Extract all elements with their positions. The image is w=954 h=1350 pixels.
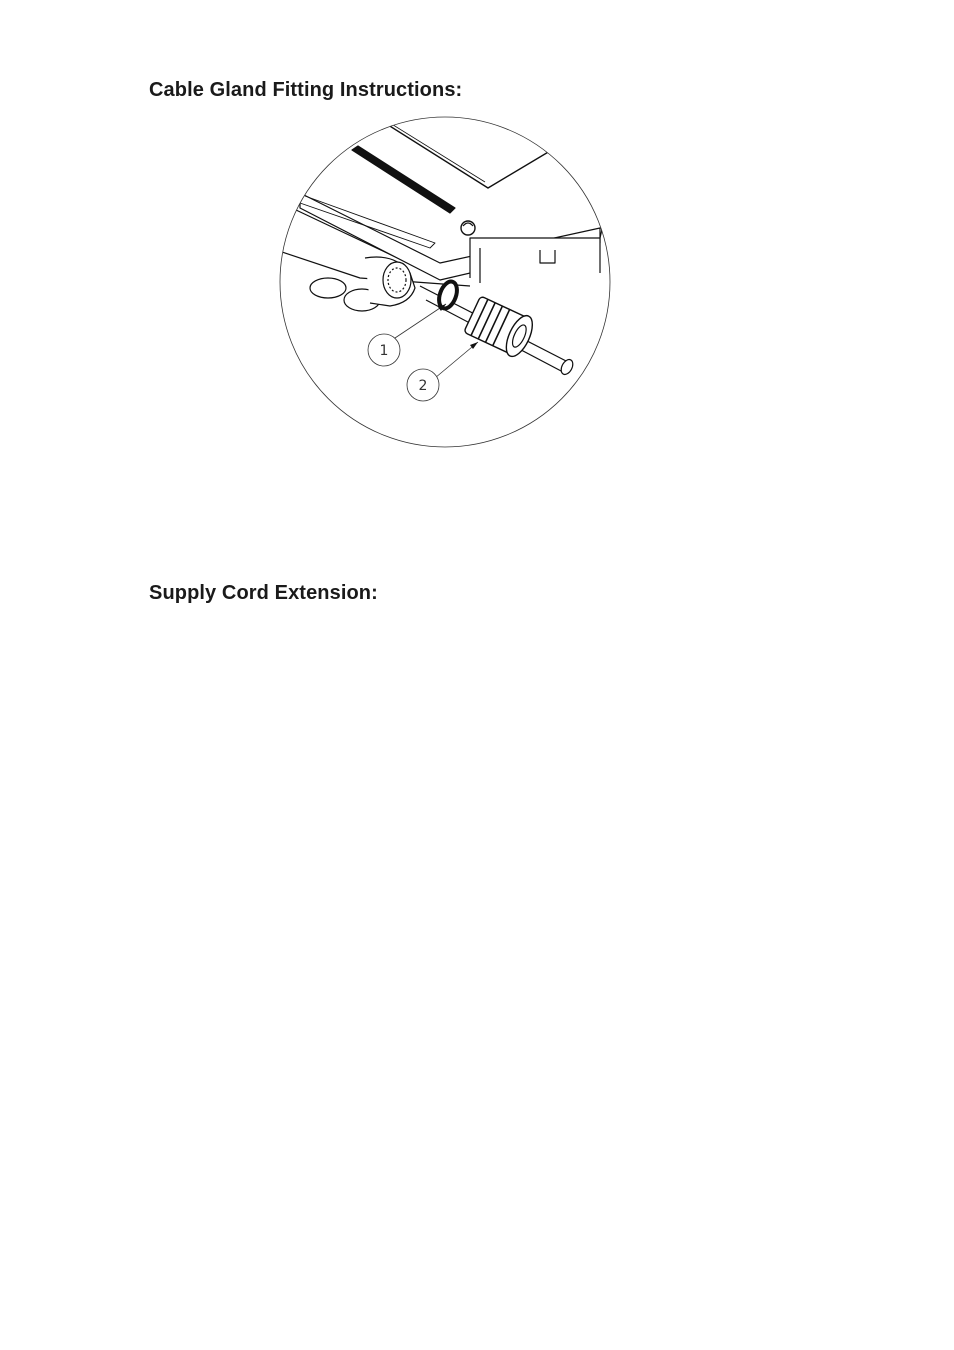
boss-left xyxy=(310,278,346,298)
enclosure-side xyxy=(470,238,600,278)
callout-2-label: 2 xyxy=(418,378,428,394)
supply-cord-heading: Supply Cord Extension: xyxy=(149,582,378,604)
cable-gland-diagram xyxy=(270,108,620,453)
cable-gland-illustration xyxy=(270,108,620,453)
cable-gland-heading: Cable Gland Fitting Instructions: xyxy=(149,79,463,101)
gland-nut xyxy=(463,294,538,360)
callout-1-label: 1 xyxy=(379,343,389,359)
